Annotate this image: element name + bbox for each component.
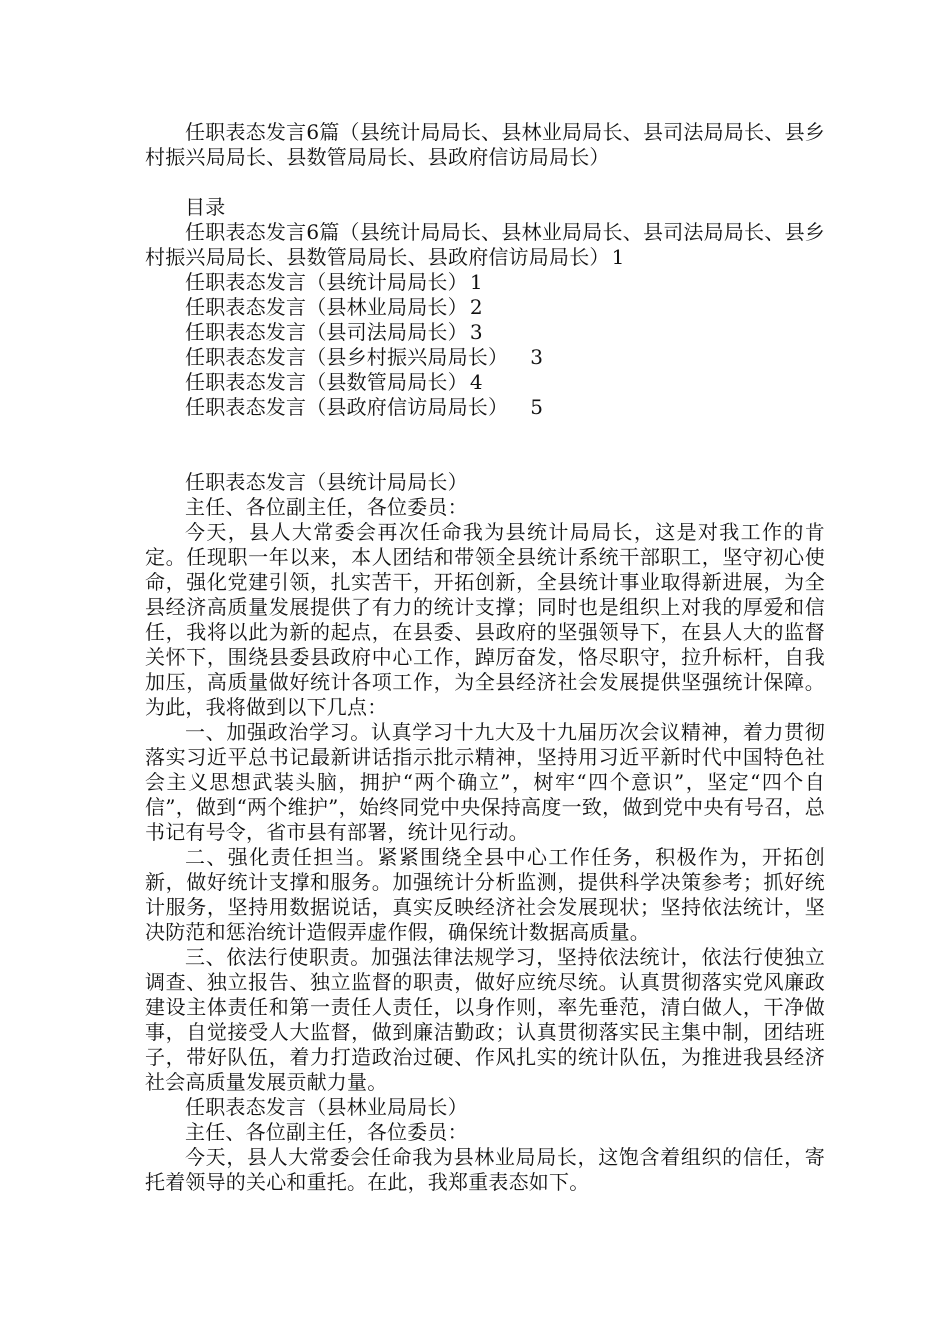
- spacer: [145, 420, 825, 470]
- toc-item-label: 任职表态发言6篇（县统计局局长、县林业局局长、县司法局局长、县乡村振兴局局长、县数管局局长、县政府信访局局长）: [145, 220, 825, 269]
- section-forestry: [145, 1095, 825, 1195]
- paragraph: 今天，县人大常委会任命我为县林业局局长，这饱含着组织的信任，寄托着领导的关心和重托。在此，我郑重表态如下。: [145, 1145, 825, 1194]
- toc-item-label: 任职表态发言（县林业局局长）: [185, 295, 468, 319]
- toc-item-page: 1: [469, 270, 483, 294]
- toc-item-label: 任职表态发言（县政府信访局局长）: [185, 395, 509, 419]
- toc-item-page: 2: [469, 295, 483, 319]
- toc-item-page: 3: [530, 345, 544, 369]
- toc-item[interactable]: [145, 345, 825, 370]
- toc-item[interactable]: [145, 220, 825, 270]
- toc-item-page: 3: [469, 320, 483, 344]
- toc-heading: 目录: [185, 195, 226, 219]
- toc-item-page: 5: [530, 395, 544, 419]
- toc-item-label: 任职表态发言（县统计局局长）: [185, 270, 468, 294]
- document-title: 任职表态发言6篇（县统计局局长、县林业局局长、县司法局局长、县乡村振兴局局长、县数管局局长、县政府信访局局长）: [145, 120, 825, 169]
- paragraph: 二、强化责任担当。紧紧围绕全县中心工作任务，积极作为，开拓创新，做好统计支撑和服务。加强统计分析监测，提供科学决策参考；抓好统计服务，坚持用数据说话，真实反映经济社会发展现状；坚持依法统计，坚决防范和惩治统计造假弄虚作假，确保统计数据高质量。: [145, 845, 825, 944]
- paragraph: 一、加强政治学习。认真学习十九大及十九届历次会议精神，着力贯彻落实习近平总书记最新讲话指示批示精神，坚持用习近平新时代中国特色社会主义思想武装头脑，拥护“两个确立”，树牢“四个意识”，坚定“四个自信”，做到“两个维护”，始终同党中央保持高度一致，做到党中央有号召，总书记有号令，省市县有部署，统计见行动。: [145, 720, 825, 844]
- toc-item-page: 1: [611, 245, 625, 269]
- section-heading: 任职表态发言（县林业局局长）: [185, 1095, 468, 1119]
- table-of-contents: [145, 195, 825, 420]
- toc-item[interactable]: [145, 270, 825, 295]
- toc-item[interactable]: [145, 395, 825, 420]
- toc-item-page: 4: [469, 370, 483, 394]
- section-statistics: [145, 470, 825, 1095]
- section-heading: 任职表态发言（县统计局局长）: [185, 470, 468, 494]
- salutation: 主任、各位副主任，各位委员：: [185, 495, 468, 519]
- toc-item[interactable]: [145, 320, 825, 345]
- toc-item-label: 任职表态发言（县乡村振兴局局长）: [185, 345, 509, 369]
- document-page: [145, 120, 825, 1195]
- salutation: 主任、各位副主任，各位委员：: [185, 1120, 468, 1144]
- toc-item-label: 任职表态发言（县司法局局长）: [185, 320, 468, 344]
- toc-item[interactable]: [145, 295, 825, 320]
- toc-item[interactable]: [145, 370, 825, 395]
- paragraph: 今天，县人大常委会再次任命我为县统计局局长，这是对我工作的肯定。任现职一年以来，本人团结和带领全县统计系统干部职工，坚守初心使命，强化党建引领，扎实苦干，开拓创新，全县统计事业取得新进展，为全县经济高质量发展提供了有力的统计支撑；同时也是组织上对我的厚爱和信任，我将以此为新的起点，在县委、县政府的坚强领导下，在县人大的监督关怀下，围绕县委县政府中心工作，踔厉奋发，恪尽职守，拉升标杆，自我加压，高质量做好统计各项工作，为全县经济社会发展提供坚强统计保障。为此，我将做到以下几点：: [145, 520, 825, 719]
- toc-item-label: 任职表态发言（县数管局局长）: [185, 370, 468, 394]
- paragraph: 三、依法行使职责。加强法律法规学习，坚持依法统计，依法行使独立调查、独立报告、独立监督的职责，做好应统尽统。认真贯彻落实党风廉政建设主体责任和第一责任人责任，以身作则，率先垂范，清白做人，干净做事，自觉接受人大监督，做到廉洁勤政；认真贯彻落实民主集中制，团结班子，带好队伍，着力打造政治过硬、作风扎实的统计队伍，为推进我县经济社会高质量发展贡献力量。: [145, 945, 825, 1094]
